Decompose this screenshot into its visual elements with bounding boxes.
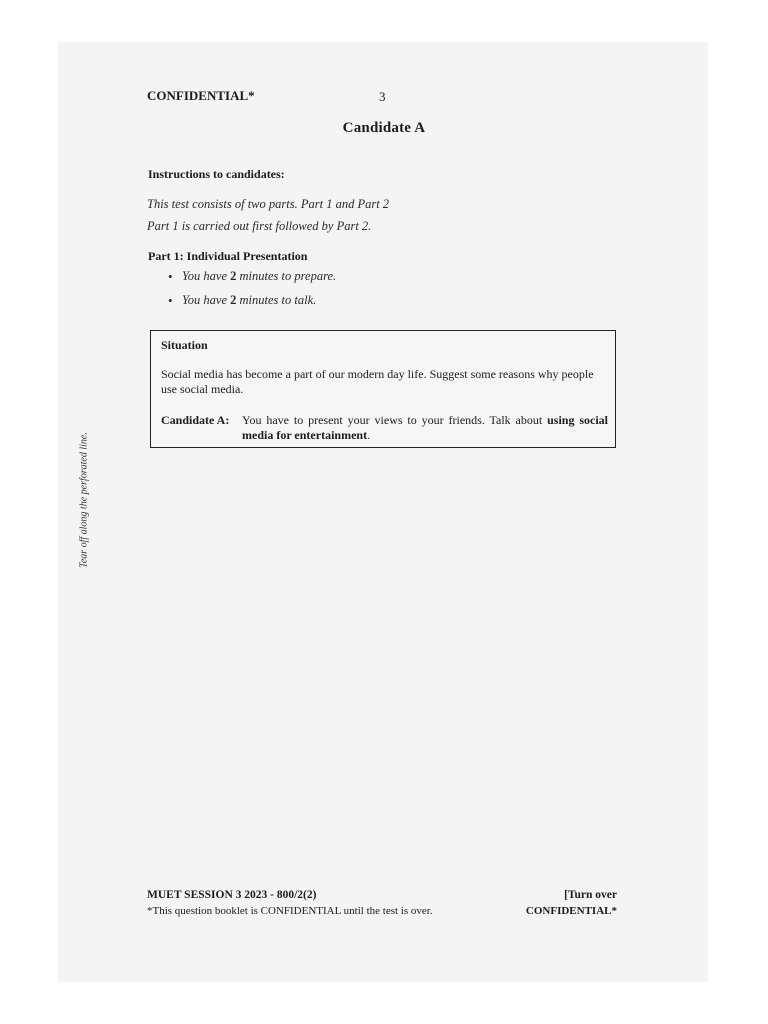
bullet-text: minutes to talk. bbox=[236, 293, 317, 307]
bullet-number: 2 bbox=[230, 293, 237, 307]
instructions-line-2: Part 1 is carried out first followed by Part 2. bbox=[147, 219, 372, 233]
instructions-line-1: This test consists of two parts. Part 1 and Part 2 bbox=[147, 197, 390, 211]
footer-turn-over: [Turn over bbox=[564, 889, 617, 901]
bullet-text: minutes to prepare. bbox=[236, 269, 337, 283]
paper-sheet bbox=[58, 42, 708, 982]
tear-off-note: Tear off along the perforated line. bbox=[78, 432, 90, 568]
footer-confidential-note: *This question booklet is CONFIDENTIAL until the test is over. bbox=[147, 905, 433, 917]
situation-box bbox=[150, 330, 616, 448]
candidate-task-end: . bbox=[367, 428, 371, 442]
bullet-talk bbox=[168, 293, 336, 317]
candidate-task-topic: using social media for entertainment bbox=[242, 413, 609, 442]
bullet-text: You have bbox=[182, 293, 231, 307]
candidate-label: Candidate A: bbox=[161, 413, 230, 427]
page-number: 3 bbox=[379, 89, 386, 104]
instructions-heading: Instructions to candidates: bbox=[148, 167, 285, 181]
bullet-text: You have bbox=[182, 269, 231, 283]
footer-exam-code: MUET SESSION 3 2023 - 800/2(2) bbox=[147, 889, 317, 901]
situation-description: Social media has become a part of our modern day life. Suggest some reasons why people use social media. bbox=[161, 367, 594, 396]
bullet-prepare bbox=[168, 269, 336, 293]
part1-heading: Part 1: Individual Presentation bbox=[148, 249, 308, 263]
part1-bullet-list bbox=[168, 269, 336, 317]
candidate-task-text: You have to present your views to your friends. Talk about bbox=[242, 413, 548, 427]
bullet-number: 2 bbox=[230, 269, 237, 283]
footer-confidential: CONFIDENTIAL* bbox=[525, 905, 617, 917]
situation-title: Situation bbox=[161, 338, 208, 352]
candidate-task bbox=[242, 413, 608, 443]
header-confidential: CONFIDENTIAL* bbox=[147, 88, 255, 103]
page-title: Candidate A bbox=[342, 120, 426, 136]
